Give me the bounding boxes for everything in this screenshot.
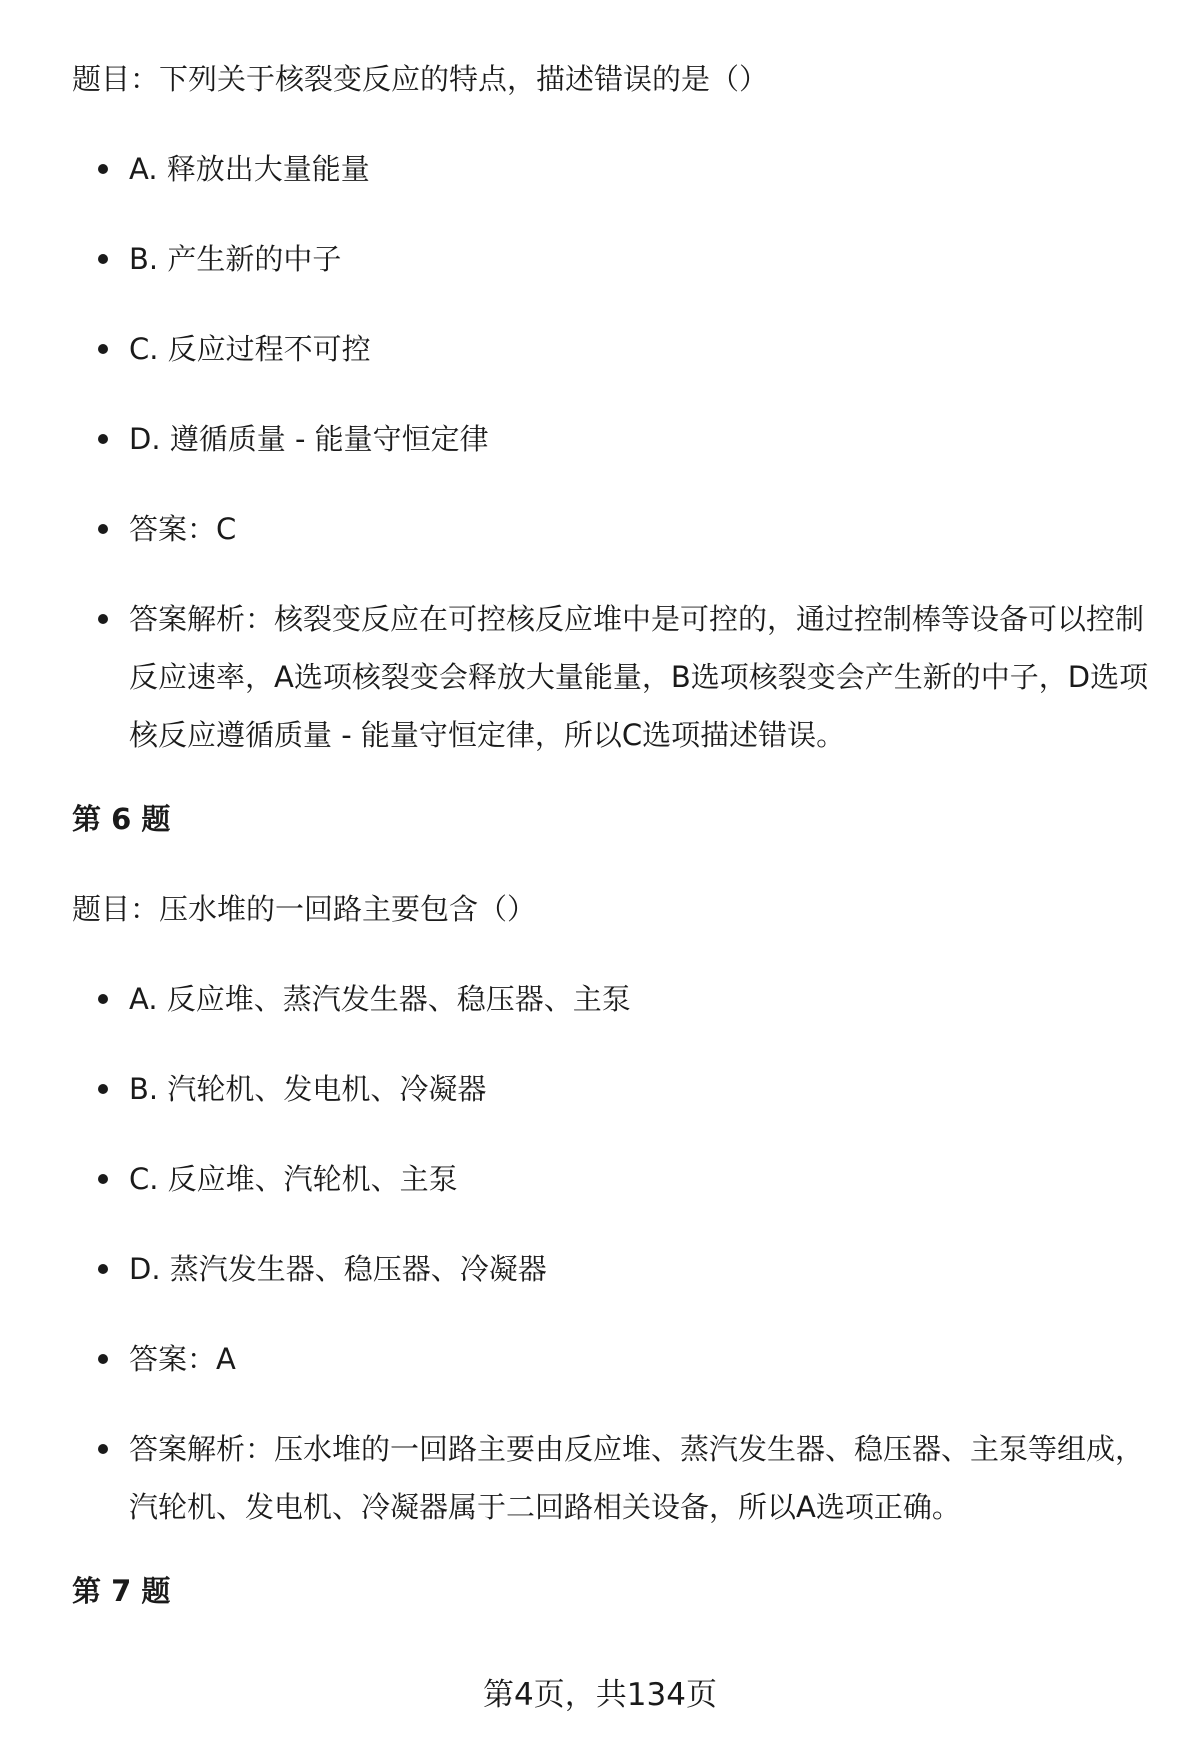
option-a: A. 释放出大量能量 [72, 148, 1152, 190]
option-c: C. 反应过程不可控 [72, 328, 1152, 370]
option-list [72, 978, 1152, 1536]
option-list [72, 148, 1152, 764]
answer: 答案：A [72, 1338, 1152, 1380]
question-heading: 第 7 题 [72, 1574, 171, 1608]
question-5 [72, 58, 1152, 764]
answer: 答案：C [72, 508, 1152, 550]
option-b: B. 产生新的中子 [72, 238, 1152, 280]
document-page [72, 58, 1152, 1660]
question-stem: 题目：下列关于核裂变反应的特点，描述错误的是（） [72, 62, 769, 96]
option-a: A. 反应堆、蒸汽发生器、稳压器、主泵 [72, 978, 1152, 1020]
option-c: C. 反应堆、汽轮机、主泵 [72, 1158, 1152, 1200]
option-b: B. 汽轮机、发电机、冷凝器 [72, 1068, 1152, 1110]
question-heading: 第 6 题 [72, 802, 171, 836]
question-stem: 题目：压水堆的一回路主要包含（） [72, 892, 537, 926]
question-7 [72, 1570, 1152, 1612]
answer-explanation: 答案解析：压水堆的一回路主要由反应堆、蒸汽发生器、稳压器、主泵等组成，汽轮机、发电机、冷凝器属于二回路相关设备，所以A选项正确。 [72, 1420, 1152, 1536]
option-d: D. 蒸汽发生器、稳压器、冷凝器 [72, 1248, 1152, 1290]
option-d: D. 遵循质量 - 能量守恒定律 [72, 418, 1152, 460]
answer-explanation: 答案解析：核裂变反应在可控核反应堆中是可控的，通过控制棒等设备可以控制反应速率，A选项核裂变会释放大量能量，B选项核裂变会产生新的中子，D选项核反应遵循质量 - 能量守恒定律，所以C选项描述错误。 [72, 590, 1152, 764]
question-6 [72, 798, 1152, 1536]
page-number: 第4页，共134页 [483, 1677, 717, 1713]
